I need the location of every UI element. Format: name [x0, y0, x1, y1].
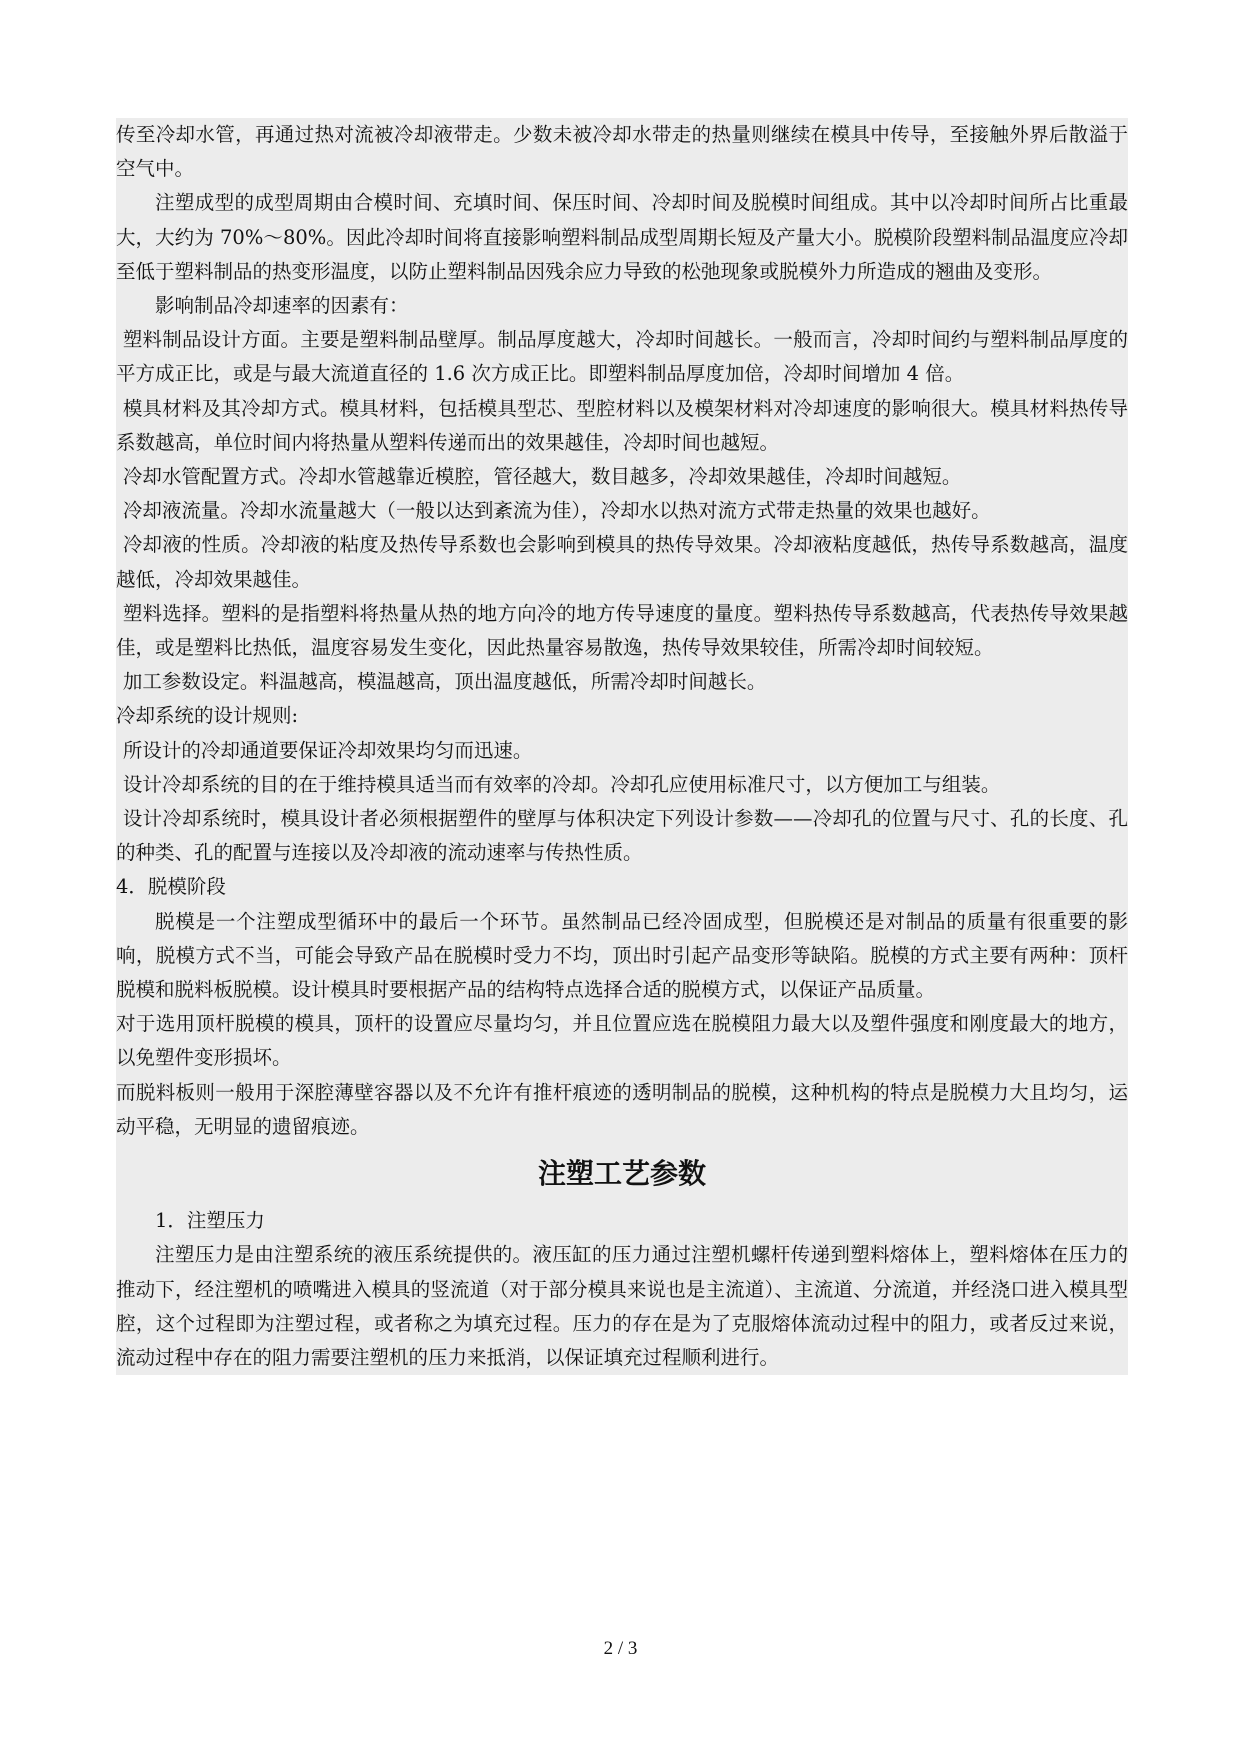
paragraph-injection-pressure: 注塑压力是由注塑系统的液压系统提供的。液压缸的压力通过注塑机螺杆传递到塑料熔体上，塑料熔体在压力的推动下，经注塑机的喷嘴进入模具的竖流道（对于部分模具来说也是主流道）、主流道、分流道，并经浇口进入模具型腔，这个过程即为注塑过程，或者称之为填充过程。压力的存在是为了克服熔体流动过程中的阻力，或者反过来说，流动过程中存在的阻力需要注塑机的压力来抵消，以保证填充过程顺利进行。 [116, 1243, 1128, 1369]
paragraph-factor-pipe-layout: 冷却水管配置方式。冷却水管越靠近模腔，管径越大，数目越多，冷却效果越佳，冷却时间越短。 [122, 465, 962, 489]
paragraph-ejector-pin: 对于选用顶杆脱模的模具，顶杆的设置应尽量均匀，并且位置应选在脱模阻力最大以及塑件强度和刚度最大的地方，以免塑件变形损坏。 [116, 1012, 1128, 1070]
paragraph-cooling-rules-heading: 冷却系统的设计规则: [116, 704, 299, 728]
paragraph-rule-uniform: 所设计的冷却通道要保证冷却效果均匀而迅速。 [122, 738, 533, 762]
paragraph-factor-plastic-choice: 塑料选择。塑料的是指塑料将热量从热的地方向冷的地方传导速度的量度。塑料热传导系数越高，代表热传导效果越佳，或是塑料比热低，温度容易发生变化，因此热量容易散逸，热传导效果较佳，所需冷却时间较短。 [116, 601, 1128, 660]
paragraph-injection-pressure-heading: 1．注塑压力 [155, 1209, 265, 1233]
paragraph-factors-intro: 影响制品冷却速率的因素有： [155, 294, 409, 318]
paragraph-rule-parameters: 设计冷却系统时，模具设计者必须根据塑件的壁厚与体积决定下列设计参数——冷却孔的位置与尺寸、孔的长度、孔的种类、孔的配置与连接以及冷却液的流动速率与传热性质。 [116, 807, 1128, 865]
paragraph-ejection-heading: 4．脱模阶段 [116, 875, 226, 899]
section-title: 注塑工艺参数 [537, 1157, 706, 1191]
paragraph-factor-process-params: 加工参数设定。料温越高，模温越高，顶出温度越低，所需冷却时间越长。 [122, 670, 767, 694]
paragraph-cycle-time: 注塑成型的成型周期由合模时间、充填时间、保压时间、冷却时间及脱模时间组成。其中以冷却时间所占比重最大，大约为 70%～80%。因此冷却时间将直接影响塑料制品成型周期长短及产量大小。脱模阶段塑料制品温度应冷却至低于塑料制品的热变形温度，以防止塑料制品因残余应力导致的松弛现象或脱模外力所造成的翘曲及变形。 [116, 191, 1128, 283]
paragraph-stripper-plate: 而脱料板则一般用于深腔薄壁容器以及不允许有推杆痕迹的透明制品的脱模，这种机构的特点是脱模力大且均匀，运动平稳，无明显的遗留痕迹。 [116, 1080, 1128, 1138]
paragraph-factor-flow-rate: 冷却液流量。冷却水流量越大（一般以达到紊流为佳），冷却水以热对流方式带走热量的效果也越好。 [122, 499, 991, 523]
paragraph-factor-mold-material: 模具材料及其冷却方式。模具材料，包括模具型芯、型腔材料以及模架材料对冷却速度的影响很大。模具材料热传导系数越高，单位时间内将热量从塑料传递而出的效果越佳，冷却时间也越短。 [116, 396, 1128, 454]
document-body [116, 118, 1128, 1375]
paragraph-rule-purpose: 设计冷却系统的目的在于维持模具适当而有效率的冷却。冷却孔应使用标准尺寸，以方便加工与组装。 [122, 772, 1001, 796]
page-number: 2 / 3 [603, 1638, 638, 1659]
paragraph-heat-transfer: 传至冷却水管，再通过热对流被冷却液带走。少数未被冷却水带走的热量则继续在模具中传导，至接触外界后散溢于空气中。 [116, 123, 1128, 181]
paragraph-factor-coolant-property: 冷却液的性质。冷却液的粘度及热传导系数也会影响到模具的热传导效果。冷却液粘度越低，热传导系数越高，温度越低，冷却效果越佳。 [116, 533, 1128, 591]
paragraph-ejection-intro: 脱模是一个注塑成型循环中的最后一个环节。虽然制品已经冷固成型，但脱模还是对制品的质量有很重要的影响，脱模方式不当，可能会导致产品在脱模时受力不均，顶出时引起产品变形等缺陷。脱模的方式主要有两种：顶杆脱模和脱料板脱模。设计模具时要根据产品的结构特点选择合适的脱模方式，以保证产品质量。 [116, 909, 1128, 1002]
paragraph-factor-design: 塑料制品设计方面。主要是塑料制品壁厚。制品厚度越大，冷却时间越长。一般而言，冷却时间约与塑料制品厚度的平方成正比，或是与最大流道直径的 1.6 次方成正比。即塑料制品厚度加倍，冷却时间增加 4 倍。 [116, 328, 1128, 386]
